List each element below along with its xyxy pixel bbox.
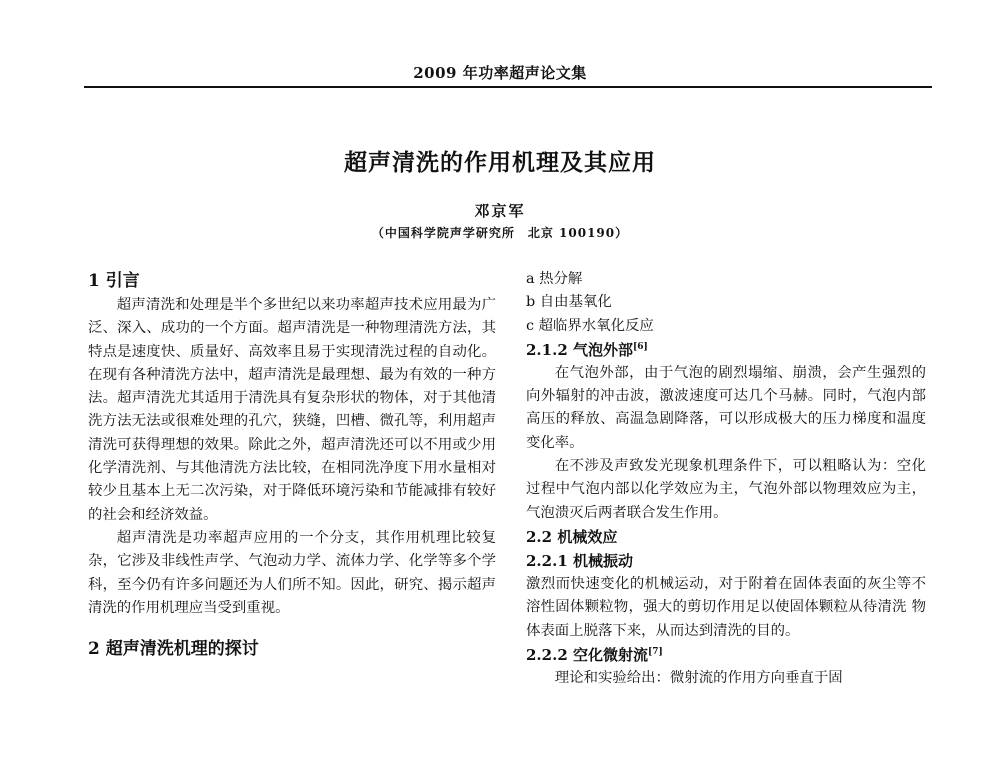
running-header: 2009 年功率超声论文集 bbox=[413, 64, 587, 82]
paragraph-2-1-2-b: 在不涉及声致发光现象机理条件下，可以粗略认为：空化过程中气泡内部以化学效应为主，气泡外部以物理效应为主，气泡溃灭后两者联合发生作用。 bbox=[526, 458, 926, 521]
subsection-2-2-1-heading: 2.2.1 机械振动 bbox=[526, 551, 633, 570]
intro-paragraph-2: 超声清洗是功率超声应用的一个分支，其作用机理比较复杂，它涉及非线性声学、气泡动力学、流体力学、化学等多个学科，至今仍有许多问题还为人们所不知。因此，研究、揭示超声清洗的作用机理应当受到重视。 bbox=[88, 529, 496, 616]
citation-7: [7] bbox=[647, 646, 663, 657]
subsection-2-2-2-title: 2.2.2 空化微射流 bbox=[526, 645, 648, 664]
section-1-heading: 1 引言 bbox=[88, 271, 140, 291]
left-column bbox=[88, 268, 496, 662]
subsection-2-2-2-heading bbox=[526, 643, 926, 667]
section-2-heading: 2 超声清洗机理的探讨 bbox=[88, 639, 259, 660]
list-item-b: b 自由基氧化 bbox=[526, 294, 612, 311]
subsection-2-2-heading: 2.2 机械效应 bbox=[526, 527, 618, 546]
author-name: 邓京军 bbox=[474, 202, 526, 220]
article-title: 超声清洗的作用机理及其应用 bbox=[344, 149, 656, 176]
intro-paragraph-1: 超声清洗和处理是半个多世纪以来功率超声技术应用最为广泛、深入、成功的一个方面。超声清洗是一种物理清洗方法，其特点是速度快、质量好、高效率且易于实现清洗过程的自动化。在现有各种清洗方法中，超声清洗是最理想、最为有效的一种方法。超声清洗尤其适用于清洗具有复杂形状的物体，对于其他清洗方法无法或很难处理的孔穴，狭缝，凹槽、微孔等，利用超声清洗可获得理想的效果。除此之外，超声清洗还可以不用或少用化学清洗剂、与其他清洗方法比较，在相同洗净度下用水量相对较少且基本上无二次污染，对于降低环境污染和节能减排有较好的社会和经济效益。 bbox=[88, 297, 496, 523]
author-affiliation: （中国科学院声学研究所 北京 100190） bbox=[371, 226, 629, 240]
list-item-c: c 超临界水氧化反应 bbox=[526, 317, 654, 334]
paragraph-2-2-2: 理论和实验给出：微射流的作用方向垂直于固 bbox=[554, 669, 843, 686]
subsection-2-1-2-heading bbox=[526, 338, 926, 362]
paragraph-2-2-1: 激烈而快速变化的机械运动，对于附着在固体表面的灰尘等不溶性固体颗粒物，强大的剪切作用足以使固体颗粒从待清洗 物体表面上脱落下来，从而达到清洗的目的。 bbox=[526, 575, 926, 639]
paragraph-2-1-2-a: 在气泡外部，由于气泡的剧烈塌缩、崩溃，会产生强烈的向外辐射的冲击波，激波速度可达几个马赫。同时，气泡内部高压的释放、高温急剧降落，可以形成极大的压力梯度和温度变化率。 bbox=[526, 364, 926, 451]
list-item-a: a 热分解 bbox=[526, 271, 583, 287]
citation-6: [6] bbox=[632, 341, 648, 352]
subsection-2-1-2-title: 2.1.2 气泡外部 bbox=[526, 340, 633, 359]
right-column bbox=[526, 268, 926, 690]
header-rule bbox=[84, 86, 932, 88]
